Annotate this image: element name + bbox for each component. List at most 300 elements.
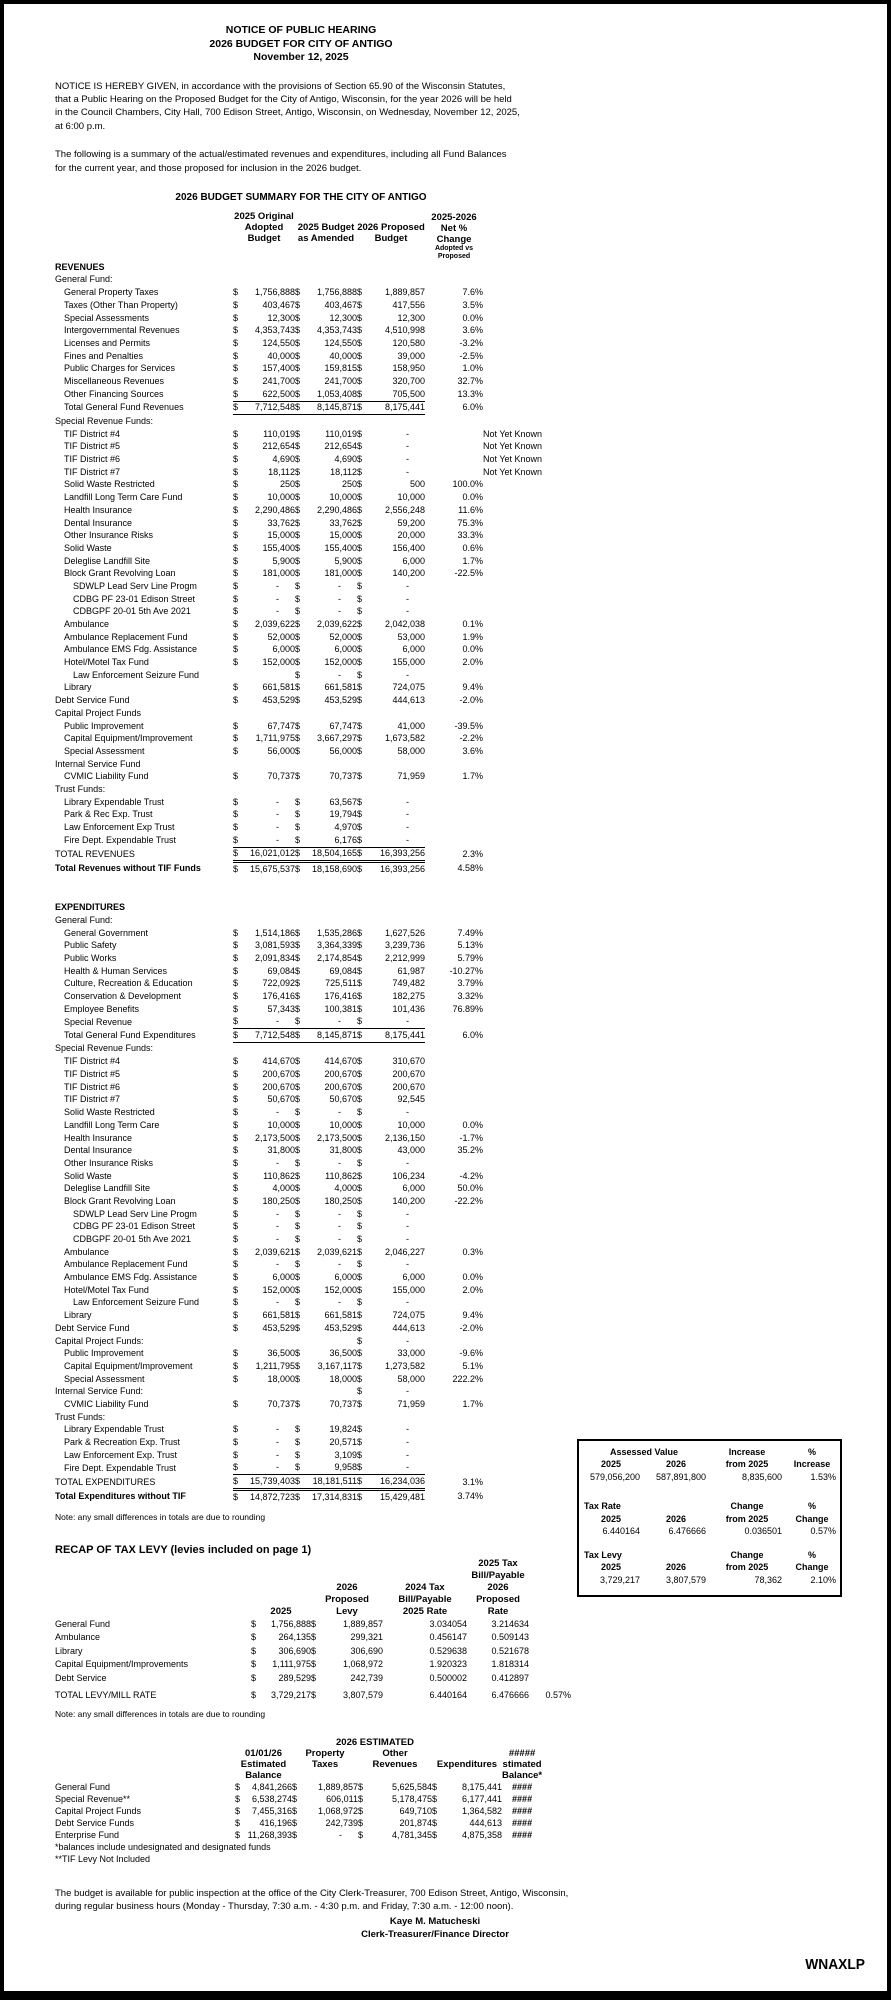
box-value: 6.476666: [668, 1526, 707, 1537]
box-value: 78,362: [754, 1574, 783, 1585]
cell-dollar: $: [357, 952, 363, 963]
cell-hash: ####: [512, 1830, 533, 1841]
cell-label: Law Enforcement Seizure Fund: [73, 1297, 200, 1308]
budget-row: [55, 669, 575, 682]
estimated-row: [55, 1818, 542, 1830]
cell-pct: 4.58%: [457, 863, 483, 874]
cell-dollar: $: [233, 695, 239, 706]
cell-amount: 43,000: [397, 1145, 425, 1156]
box-value: 0.57%: [810, 1526, 837, 1537]
header-spacer: [55, 211, 233, 261]
cell-dollar: $: [295, 965, 301, 976]
box-subheader-row: [579, 1513, 839, 1526]
cell-dollar: $: [357, 1297, 363, 1308]
cell-label: Ambulance Replacement Fund: [64, 1259, 188, 1270]
cell-dollar: $: [233, 834, 246, 847]
cell-amount: -: [406, 428, 409, 439]
cell-pct: [425, 834, 483, 847]
cell-amount: 606,011: [326, 1793, 358, 1804]
cell-amount: 1,889,857: [384, 287, 425, 298]
cell-dollar: $: [233, 1170, 239, 1181]
cell-amount: 10,000: [329, 492, 357, 503]
cell-dollar: $: [357, 1145, 363, 1156]
cell-pct: [425, 274, 483, 287]
box-col-header: Increase: [728, 1446, 766, 1457]
cell-amount: 242,739: [325, 1818, 358, 1829]
cell-note: [483, 1347, 575, 1360]
cell-label: Debt Service Fund: [55, 695, 130, 706]
cell-label: TOTAL LEVY/MILL RATE: [55, 1690, 157, 1701]
cell-dollar: $: [357, 1183, 363, 1194]
cell-label: General Fund:: [55, 914, 113, 925]
cell-dollar: $: [233, 847, 246, 862]
cell-dollar: $: [358, 1781, 364, 1792]
box-value: 0.036501: [744, 1526, 783, 1537]
cell-amount: [308, 758, 357, 771]
cell-dollar: $: [357, 1246, 363, 1257]
budget-row: [55, 631, 575, 644]
cell-amount: 36,500: [329, 1348, 357, 1359]
cell-pct: 3.1%: [462, 1476, 483, 1487]
cell-amount: 101,436: [392, 1003, 425, 1014]
cell-dollar: $: [295, 1449, 301, 1460]
cell-amount: 1,068,972: [342, 1659, 383, 1670]
cell-dollar: $: [235, 1781, 241, 1792]
cell-dollar: $: [295, 1208, 301, 1219]
budget-row: [55, 707, 575, 720]
cell-dollar: $: [295, 1259, 301, 1270]
cell-amount: 4,510,998: [384, 325, 425, 336]
cell-dollar: [295, 261, 308, 274]
cell-dollar: [357, 415, 370, 428]
cell-amount: 6,000: [402, 1183, 425, 1194]
cell-amount: [370, 758, 425, 771]
cell-amount: [370, 707, 425, 720]
box-title: Tax Rate: [584, 1501, 621, 1512]
cell-label: Debt Service Fund: [55, 1322, 130, 1333]
cell-dollar: $: [233, 644, 239, 655]
box-block: [579, 1501, 839, 1539]
cell-note: [483, 1003, 575, 1016]
cell-pct: 0.1%: [462, 619, 483, 630]
cell-pct: [425, 466, 483, 479]
cell-note: [483, 593, 575, 606]
cell-amount: 3,109: [334, 1449, 357, 1460]
cell-label: Other Financing Sources: [64, 388, 164, 399]
cell-note: [483, 720, 575, 733]
cell-amount: [308, 1042, 357, 1055]
cell-amount: 39,000: [397, 350, 425, 361]
recap-row: [55, 1645, 571, 1659]
budget-row: [55, 466, 575, 479]
cell-amount: 2,039,622: [254, 619, 295, 630]
estimated-footnote-2: **TIF Levy Not Included: [55, 1853, 151, 1864]
cell-note: [483, 274, 575, 287]
cell-pct: 50.0%: [457, 1183, 483, 1194]
cell-amount: 661,581: [262, 1310, 295, 1321]
budget-row: [55, 362, 575, 375]
cell-note: Not Yet Known: [483, 441, 543, 452]
cell-dollar: $: [295, 350, 301, 361]
budget-row: [55, 504, 575, 517]
cell-dollar: $: [295, 1437, 301, 1448]
recap-header-spacer: [55, 1558, 251, 1618]
cell-dollar: $: [233, 606, 239, 617]
cell-amount: 71,959: [397, 1398, 425, 1409]
cell-amount: 2,290,486: [254, 504, 295, 515]
cell-dollar: $: [233, 325, 239, 336]
cell-dollar: [233, 261, 246, 274]
box-title-row: [579, 1501, 839, 1514]
cell-dollar: $: [233, 555, 239, 566]
cell-pct: -3.2%: [459, 337, 483, 348]
box-subheader: from 2025: [725, 1513, 769, 1524]
budget-row: [55, 479, 575, 492]
cell-amount: 3,239,736: [384, 940, 425, 951]
cell-pct: -1.7%: [459, 1132, 483, 1143]
cell-label: General Fund:: [55, 274, 113, 285]
cell-label: Capital Project Funds:: [55, 1335, 144, 1346]
cell-amount: 176,416: [324, 990, 357, 1001]
cell-label: TIF District #6: [64, 1081, 121, 1092]
cell-note: [483, 656, 575, 669]
budget-row: [55, 1259, 575, 1272]
cell-pct: 100.0%: [452, 479, 483, 490]
cell-amount: 6,538,274: [251, 1793, 292, 1804]
cell-dollar: $: [292, 1818, 298, 1829]
cell-amount: 58,000: [397, 1373, 425, 1384]
cell-dollar: $: [233, 796, 239, 807]
budget-row: [55, 758, 575, 771]
cell-dollar: $: [233, 1373, 239, 1384]
cell-amount: 250: [279, 479, 295, 490]
cell-dollar: $: [295, 1398, 301, 1409]
cell-dollar: [357, 1042, 370, 1055]
budget-row: [55, 299, 575, 312]
cell-amount: 155,400: [262, 542, 295, 553]
cell-label: Hotel/Motel Tax Fund: [64, 657, 149, 668]
cell-dollar: $: [233, 720, 239, 731]
cell-amount: 140,200: [392, 568, 425, 579]
cell-pct: 1.7%: [462, 771, 483, 782]
recap-title: RECAP OF TAX LEVY (levies included on page 1): [55, 1543, 312, 1556]
cell-dollar: $: [295, 1310, 301, 1321]
cell-rate: 1.920323: [429, 1659, 467, 1670]
cell-dollar: $: [295, 1003, 301, 1014]
budget-row: [55, 1003, 575, 1016]
cell-label: Park & Recreation Exp. Trust: [64, 1437, 181, 1448]
budget-row: [55, 567, 575, 580]
budget-row: [55, 990, 575, 1003]
box-title-row: [579, 1446, 839, 1459]
cell-amount: 12,300: [267, 312, 295, 323]
budget-row: [55, 656, 575, 669]
cell-dollar: $: [295, 337, 301, 348]
cell-pct: [425, 415, 483, 428]
cell-dollar: $: [233, 952, 239, 963]
cell-dollar: $: [295, 375, 301, 386]
budget-row: [55, 1462, 575, 1475]
cell-dollar: [295, 783, 308, 796]
cell-label: Block Grant Revolving Loan: [64, 568, 176, 579]
cell-dollar: $: [235, 1818, 241, 1829]
text-line: 2025-2026: [431, 211, 477, 223]
cell-pct: [425, 1016, 483, 1029]
budget-row: [55, 965, 575, 978]
cell-dollar: $: [233, 1221, 239, 1232]
cell-note: [483, 555, 575, 568]
cell-dollar: $: [295, 940, 301, 951]
cell-amount: 250: [341, 479, 357, 490]
recap-header-row: [55, 1558, 571, 1618]
cell-label: CDBGPF 20-01 5th Ave 2021: [73, 1234, 191, 1245]
cell-pct: [425, 1094, 483, 1107]
cell-amount: 444,613: [469, 1818, 502, 1829]
cell-dollar: $: [295, 1016, 308, 1029]
cell-pct: 3.6%: [462, 745, 483, 756]
cell-note: [483, 491, 575, 504]
box-subheader: from 2025: [725, 1459, 769, 1470]
cell-dollar: [233, 901, 246, 914]
cell-dollar: $: [233, 504, 239, 515]
cell-amount: 6,176: [308, 834, 357, 847]
cell-amount: 5,178,475: [391, 1793, 432, 1804]
budget-row: [55, 1233, 575, 1246]
cell-note: [483, 707, 575, 720]
text-line: Proposed: [437, 252, 471, 260]
cell-dollar: $: [295, 466, 301, 477]
cell-pct: 3.32%: [457, 990, 483, 1001]
cell-label: Special Revenue Funds:: [55, 415, 154, 426]
cell-amount: 3,081,593: [254, 940, 295, 951]
cell-note: [483, 1132, 575, 1145]
cell-amount: 152,000: [324, 657, 357, 668]
cell-amount: -: [406, 1234, 409, 1245]
estimated-table: [55, 1748, 542, 1842]
cell-dollar: $: [235, 1806, 241, 1817]
cell-note: [483, 1475, 575, 1490]
cell-amount: 4,000: [272, 1183, 295, 1194]
box-block: [579, 1549, 839, 1587]
cell-label: Law Enforcement Exp Trust: [64, 822, 175, 833]
budget-row: [55, 1373, 575, 1386]
cell-dollar: $: [295, 1056, 301, 1067]
cell-dollar: $: [233, 1003, 239, 1014]
cell-amount: -: [276, 1297, 279, 1308]
cell-note: [483, 1208, 575, 1221]
cell-dollar: $: [295, 492, 301, 503]
cell-dollar: $: [233, 1132, 239, 1143]
cell-dollar: $: [295, 1475, 308, 1490]
text-line: 2025 Tax: [478, 1557, 518, 1569]
cell-dollar: $: [233, 1157, 239, 1168]
cell-dollar: $: [357, 682, 363, 693]
cell-label: Ambulance EMS Fdg. Assistance: [64, 1272, 198, 1283]
budget-row: [55, 1029, 575, 1043]
cell-label: REVENUES: [55, 261, 105, 272]
cell-amount: 444,613: [392, 695, 425, 706]
cell-amount: -: [406, 606, 409, 617]
cell-pct: [425, 453, 483, 466]
cell-amount: 4,690: [334, 454, 357, 465]
cell-dollar: $: [295, 657, 301, 668]
cell-dollar: $: [357, 312, 363, 323]
recap-total-row: [55, 1685, 571, 1701]
cell-label: Total General Fund Revenues: [64, 402, 184, 413]
est-header-expenditures: [432, 1748, 502, 1781]
cell-dollar: $: [295, 745, 301, 756]
cell-pct: [425, 1221, 483, 1234]
budget-row: [55, 491, 575, 504]
cell-dollar: $: [357, 669, 363, 680]
cell-rate: 6.476666: [491, 1690, 529, 1701]
cell-amount: 69,084: [329, 965, 357, 976]
cell-dollar: $: [357, 1069, 363, 1080]
cell-note: [483, 783, 575, 796]
cell-hash: ####: [512, 1818, 533, 1829]
cell-dollar: $: [233, 1272, 239, 1283]
budget-row: [55, 1246, 575, 1259]
cell-dollar: $: [311, 1672, 317, 1683]
cell-amount: 10,000: [329, 1119, 357, 1130]
cell-dollar: $: [357, 1119, 363, 1130]
budget-row: [55, 337, 575, 350]
cell-label: Solid Waste Restricted: [64, 479, 155, 490]
cell-label: Block Grant Revolving Loan: [64, 1195, 176, 1206]
text-line: Rate: [487, 1605, 509, 1617]
cell-dollar: $: [357, 720, 363, 731]
text-line: 2026 BUDGET FOR CITY OF ANTIGO: [209, 37, 393, 50]
cell-amount: 19,794: [329, 809, 357, 820]
cell-amount: 2,042,038: [384, 619, 425, 630]
cell-pct: 7.49%: [457, 927, 483, 938]
cell-amount: 14,872,723: [249, 1491, 295, 1502]
cell-amount: [246, 274, 295, 287]
cell-label: Licenses and Permits: [64, 337, 151, 348]
cell-amount: 15,429,481: [379, 1491, 425, 1502]
budget-row: [55, 593, 575, 606]
cell-label: TIF District #7: [64, 1094, 121, 1105]
cell-label: Other Insurance Risks: [64, 1157, 154, 1168]
cell-label: Special Revenue Funds:: [55, 1043, 154, 1054]
cell-dollar: $: [357, 1132, 363, 1143]
budget-row: [55, 1309, 575, 1322]
cell-amount: 242,739: [350, 1672, 383, 1683]
cell-dollar: $: [295, 542, 301, 553]
budget-row: [55, 1284, 575, 1297]
budget-row: [55, 529, 575, 542]
cell-amount: 414,670: [262, 1056, 295, 1067]
cell-dollar: $: [295, 834, 308, 847]
cell-pct: [425, 1462, 483, 1475]
cell-dollar: $: [251, 1659, 257, 1670]
cell-label: General Property Taxes: [64, 287, 159, 298]
cell-label: Employee Benefits: [64, 1003, 140, 1014]
cell-amount: -: [406, 1107, 409, 1118]
cell-amount: 2,136,150: [384, 1132, 425, 1143]
cell-pct: 32.7%: [457, 375, 483, 386]
cell-dollar: $: [233, 1081, 239, 1092]
cell-dollar: $: [233, 1195, 239, 1206]
budget-row: [55, 770, 575, 783]
budget-row: [55, 1449, 575, 1462]
estimated-footnote-1: *balances include undesignated and designated funds: [55, 1842, 271, 1853]
signature-name: Kaye M. Matucheski: [389, 1916, 481, 1928]
cell-amount: [308, 261, 357, 274]
text-line: 2025 Budget: [297, 221, 355, 233]
cell-pct: 1.7%: [462, 555, 483, 566]
cell-dollar: $: [295, 631, 301, 642]
estimated-section: [55, 1737, 887, 1865]
cell-amount: 8,175,441: [461, 1781, 502, 1792]
cell-dollar: [295, 1042, 308, 1055]
cell-amount: 661,581: [262, 682, 295, 693]
text-line: stimated: [502, 1759, 542, 1771]
budget-row: [55, 914, 575, 927]
cell-pct: [425, 914, 483, 927]
cell-dollar: $: [357, 1094, 363, 1105]
cell-amount: -: [338, 1234, 341, 1245]
cell-amount: [308, 901, 357, 914]
wnaxlp-watermark: WNAXLP: [805, 1956, 865, 1973]
header-2025-amended: [295, 211, 357, 261]
cell-label: EXPENDITURES: [55, 902, 126, 913]
cell-amount: 15,000: [267, 530, 295, 541]
budget-row: [55, 517, 575, 530]
cell-dollar: $: [233, 530, 239, 541]
budget-row: [55, 694, 575, 707]
header-2025-original: [233, 211, 295, 261]
cell-note: [483, 1489, 575, 1503]
cell-note: [483, 682, 575, 695]
cell-note: [483, 1449, 575, 1462]
cell-dollar: $: [357, 454, 363, 465]
cell-dollar: $: [233, 1069, 239, 1080]
cell-amount: 622,500: [246, 388, 295, 401]
cell-note: [483, 862, 575, 876]
cell-dollar: $: [233, 619, 239, 630]
cell-amount: -: [406, 1424, 409, 1435]
cell-amount: 299,321: [350, 1632, 383, 1643]
cell-note: [483, 694, 575, 707]
box-title: Assessed Value: [609, 1446, 679, 1457]
cell-dollar: $: [233, 1145, 239, 1156]
cell-note: [483, 350, 575, 363]
cell-amount: 152,000: [262, 1284, 295, 1295]
box-title: Tax Levy: [584, 1549, 622, 1560]
notice-paragraph-1: [55, 80, 555, 134]
cell-dollar: $: [233, 1284, 239, 1295]
cell-dollar: $: [357, 1322, 363, 1333]
cell-dollar: $: [311, 1690, 317, 1701]
cell-pct: [425, 1385, 483, 1398]
cell-amount: -: [406, 593, 409, 604]
est-header-property-taxes: [292, 1748, 358, 1781]
cell-note: [483, 1016, 575, 1029]
cell-pct: [425, 1259, 483, 1272]
cell-dollar: $: [295, 1297, 301, 1308]
cell-amount: 61,987: [397, 965, 425, 976]
cell-dollar: $: [235, 1793, 241, 1804]
cell-amount: -: [406, 466, 409, 477]
cell-dollar: $: [357, 593, 363, 604]
cell-amount: 306,690: [350, 1645, 383, 1656]
cell-label: TIF District #5: [64, 1069, 121, 1080]
cell-pct: 6.0%: [462, 402, 483, 413]
cell-amount: [370, 901, 425, 914]
budget-row: [55, 1221, 575, 1234]
cell-dollar: $: [311, 1632, 317, 1643]
